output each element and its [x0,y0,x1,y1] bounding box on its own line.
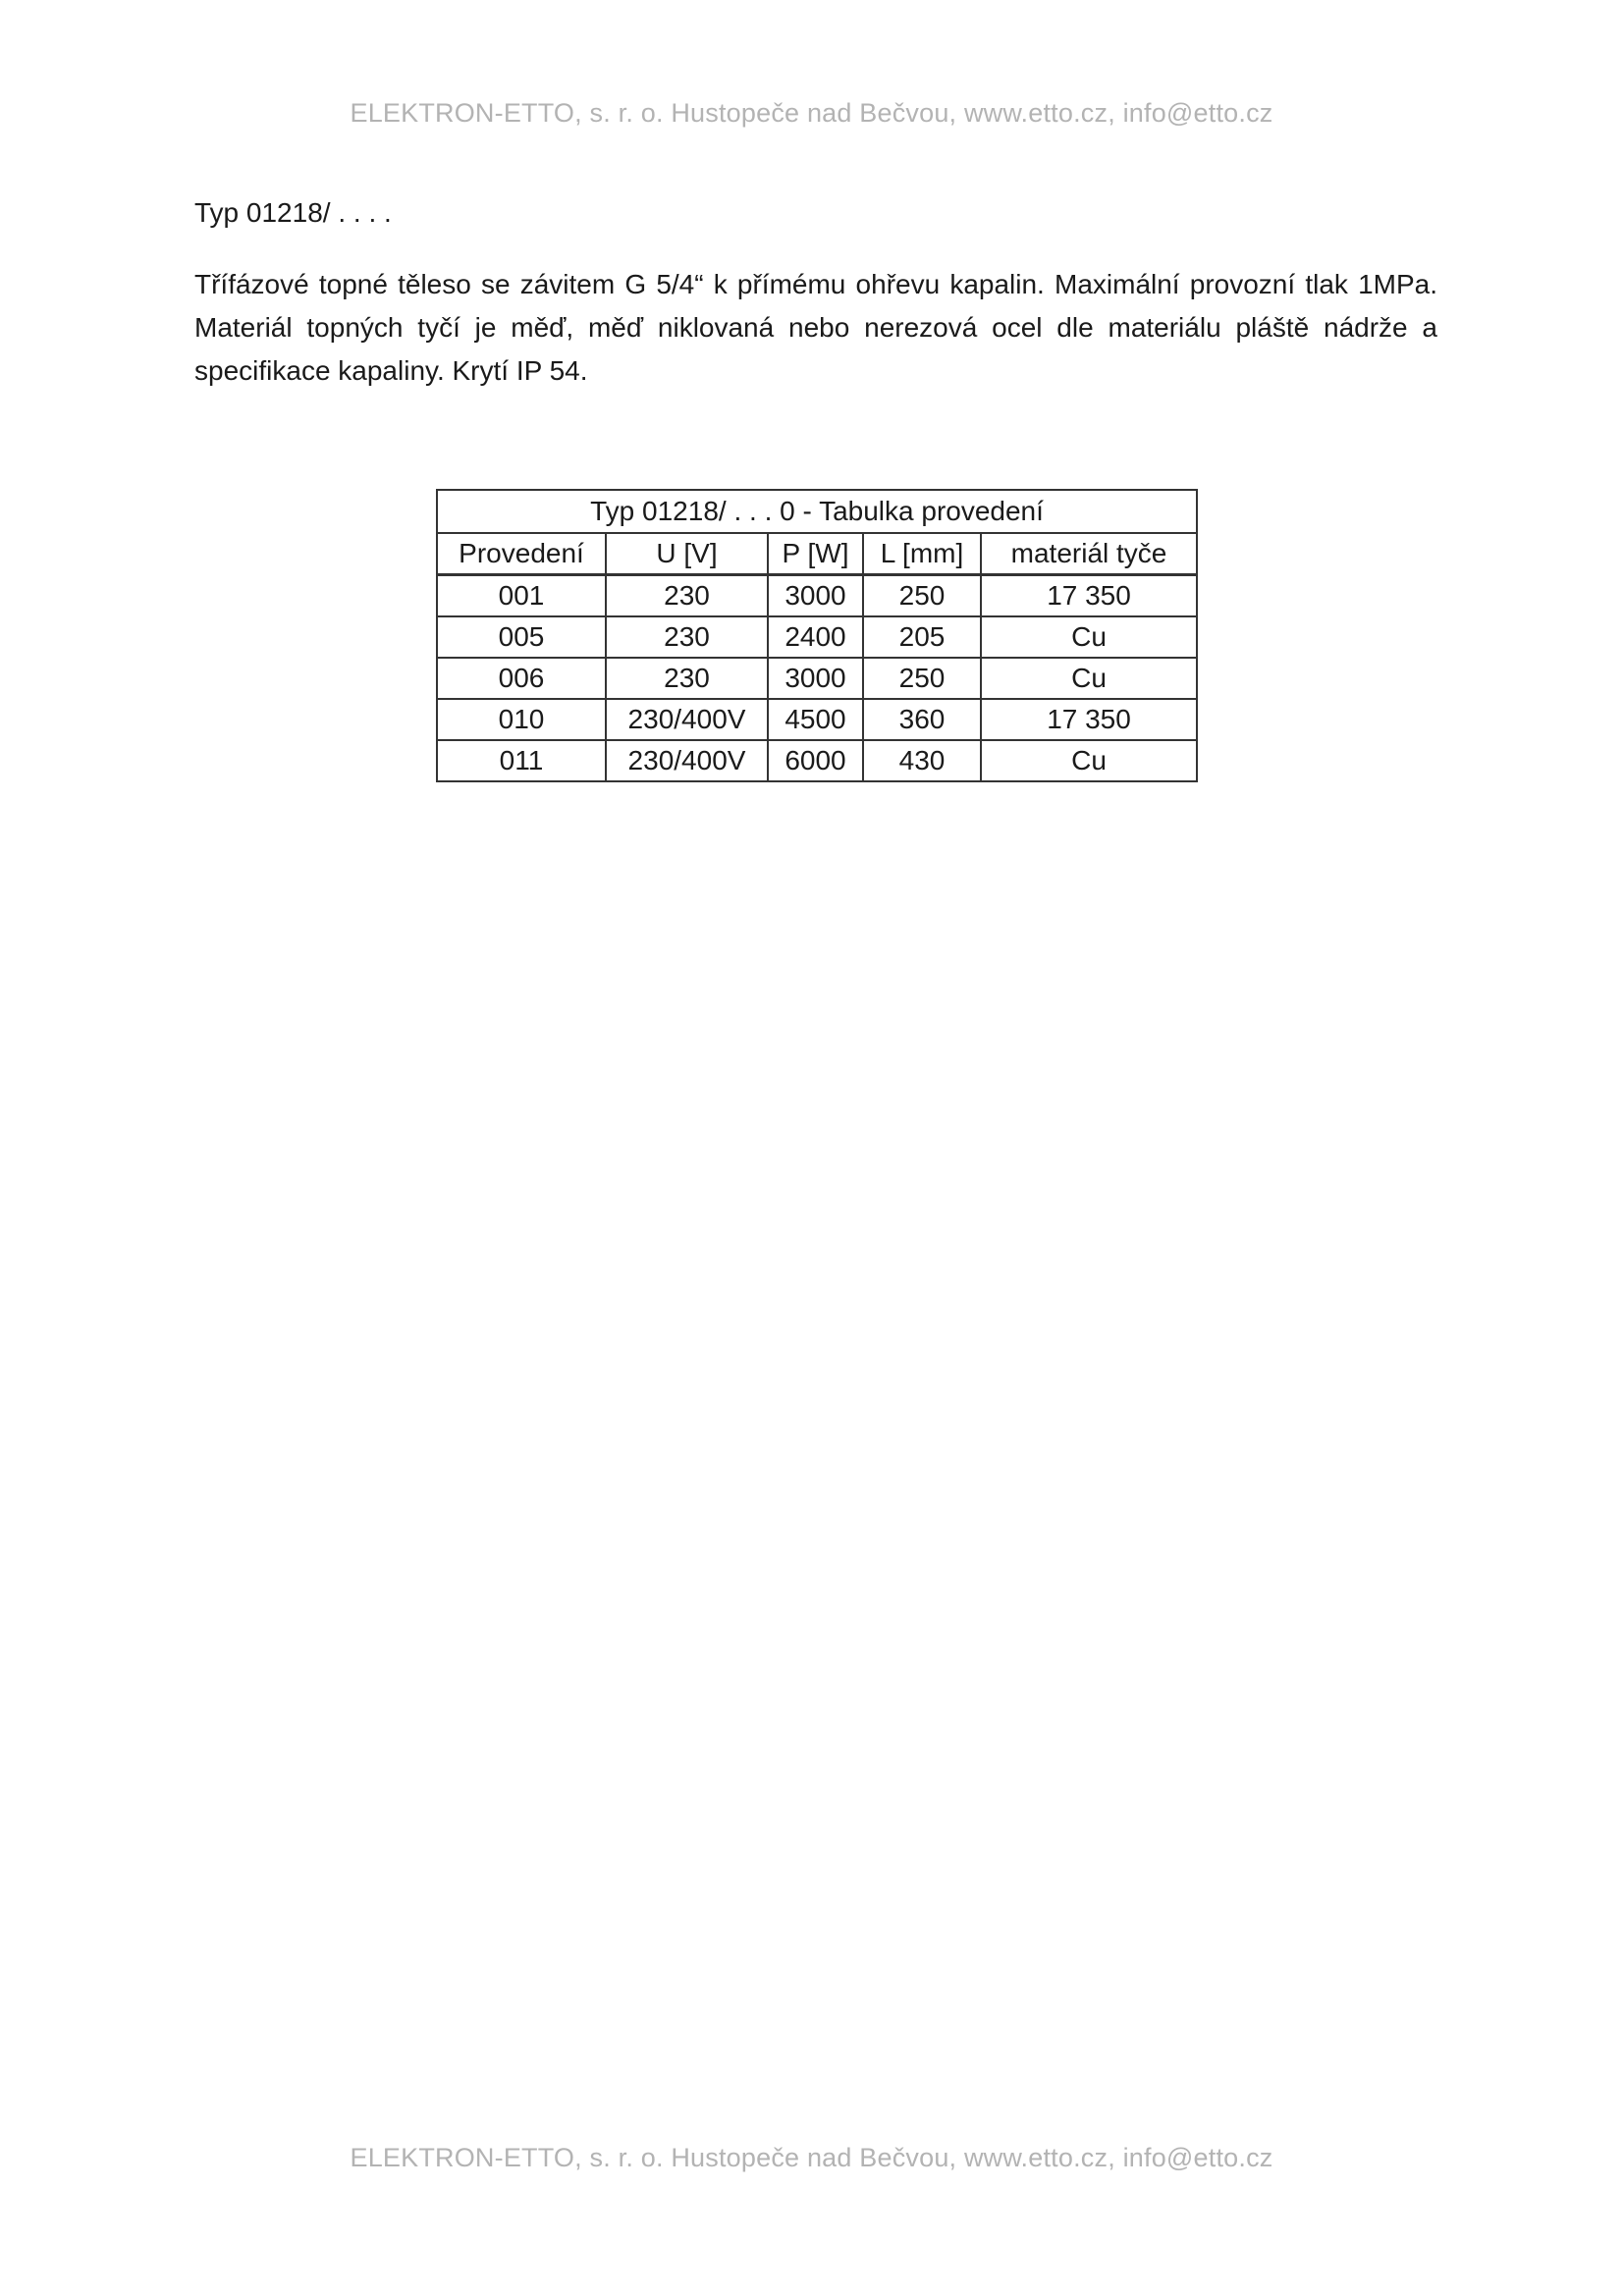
table-cell: Cu [981,658,1197,699]
column-header-provedeni: Provedení [437,533,606,575]
table-cell: 006 [437,658,606,699]
column-header-material: materiál tyče [981,533,1197,575]
column-header-length: L [mm] [863,533,981,575]
table-cell: 005 [437,616,606,658]
table-caption: Typ 01218/ . . . 0 - Tabulka provedení [437,490,1197,533]
table-cell: Cu [981,740,1197,781]
table-row [437,575,1197,617]
table-cell: 011 [437,740,606,781]
column-header-power: P [W] [768,533,863,575]
table-cell: 230 [606,658,768,699]
table-cell: 230/400V [606,740,768,781]
product-description: Třífázové topné těleso se závitem G 5/4“ k přímému ohřevu kapalin. Maximální provozní tlak 1MPa. Materiál topných tyčí je měď, měď niklovaná nebo nerezová ocel dle materiálu pláště nádrže a specifikace kapaliny. Krytí IP 54. [194,269,1437,386]
type-heading: Typ 01218/ . . . . [194,197,392,228]
column-header-voltage: U [V] [606,533,768,575]
table-cell: 6000 [768,740,863,781]
table-row [437,616,1197,658]
table-cell: Cu [981,616,1197,658]
table-cell: 250 [863,658,981,699]
table-cell: 360 [863,699,981,740]
table-cell: 250 [863,575,981,617]
table-cell: 230/400V [606,699,768,740]
variants-table [436,489,1198,782]
table-row [437,658,1197,699]
table-row [437,740,1197,781]
table-row [437,699,1197,740]
table-cell: 17 350 [981,699,1197,740]
page-footer: ELEKTRON-ETTO, s. r. o. Hustopeče nad Bečvou, www.etto.cz, info@etto.cz [350,2143,1273,2172]
table-cell: 230 [606,575,768,617]
table-cell: 010 [437,699,606,740]
table-cell: 001 [437,575,606,617]
page-header: ELEKTRON-ETTO, s. r. o. Hustopeče nad Bečvou, www.etto.cz, info@etto.cz [350,98,1273,128]
table-cell: 17 350 [981,575,1197,617]
table-cell: 430 [863,740,981,781]
table-cell: 3000 [768,575,863,617]
table-cell: 2400 [768,616,863,658]
table-cell: 3000 [768,658,863,699]
table-cell: 230 [606,616,768,658]
table-cell: 205 [863,616,981,658]
table-cell: 4500 [768,699,863,740]
